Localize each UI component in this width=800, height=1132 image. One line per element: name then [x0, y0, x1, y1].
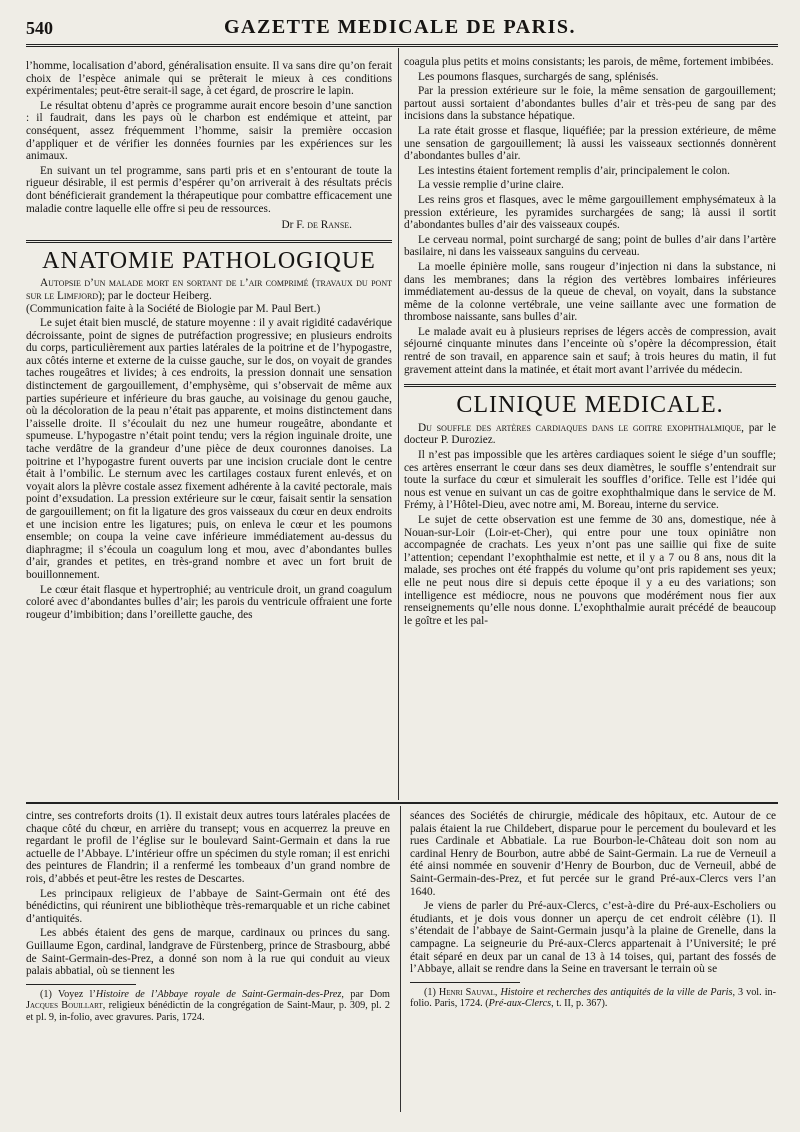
- paragraph: Par la pression extérieure sur le foie, la même sensation de gargouillement; partout aussi sortaient d’abondantes bulles d’air et très-peu de sang par des incisions dans la substance hépatique.: [404, 85, 776, 123]
- footnote-author: Jacques Bouillart: [26, 1000, 103, 1012]
- section-title-clinique: CLINIQUE MEDICALE.: [456, 392, 724, 419]
- paragraph: Le résultat obtenu d’après ce programme aurait encore besoin d’une sanction : il faudrait, dans les pays où le charbon est endémique et atteint, par conséquent, assez fréquemment l’homme, saisir la première occasion d’appliquer et de vérifier les données fournies par les expériences sur les animaux.: [26, 99, 392, 163]
- paragraph: La moelle épinière molle, sans rougeur d’injection ni dans la substance, ni dans les membranes; dans la région des vertèbres lombaires inférieures immédiatement au-dessus de la queue de cheval, on voyait, dans la substance même de la colonne vertébrale, une veine saillante avec une formation de thrombose naissante, sans bulles d’air.: [404, 260, 776, 324]
- journal-title: GAZETTE MEDICALE DE PARIS.: [223, 16, 577, 38]
- paragraph: La vessie remplie d’urine claire.: [418, 179, 564, 192]
- footnote-rule: [410, 982, 520, 983]
- subhead-communication: (Communication faite à la Société de Biologie par M. Paul Bert.): [26, 302, 321, 315]
- section-rule: [404, 384, 776, 387]
- column-right-top: [404, 56, 776, 800]
- paragraph: En suivant un tel programme, sans parti pris et en s’entourant de toute la rigueur désirable, il est permis d’espérer qu’on arriverait à des résultats précis dont bénéficierait grandement la thérapeutique pour combattre efficacement une maladie contre laquelle elle offre si peu de ressources.: [26, 164, 392, 215]
- footnote-end: , t. II, p. 367).: [551, 998, 608, 1010]
- footnote-separator: ,: [494, 986, 501, 998]
- footnote-author: Henri Sauval: [438, 986, 495, 998]
- footnote-rule: [26, 984, 136, 985]
- signature-prefix: Dr F.: [281, 219, 308, 232]
- feuilleton-rule: [26, 802, 778, 804]
- footnote-lead: (1) Voyez l’: [40, 988, 96, 1000]
- subhead-author: , par le docteur P. Duroziez.: [404, 421, 776, 447]
- subhead-title: Du souffle des artères cardiaques dans le goitre exophthalmique: [418, 421, 742, 434]
- footnote-lead: (1): [424, 986, 439, 998]
- footnote-tail: , religieux bénédictin de la congrégation de Saint-Maur, p. 309, pl. 2 et pl. 9, in-folio, avec gravures. Paris, 1724.: [26, 1000, 390, 1023]
- section-title-anatomie: ANATOMIE PATHOLOGIQUE: [42, 247, 376, 274]
- section-rule: [26, 240, 392, 243]
- header-rule: [26, 44, 778, 47]
- paragraph: Le malade avait eu à plusieurs reprises de légers accès de compression, avait séjourné cinquante minutes dans l’enceinte où s’opère la décompression, était rentré de son travail, en apparence sain et sauf; à trois heures du matin, il fut gravement atteint dans la matinée, et était mort avant l’arrivée du médecin.: [404, 325, 776, 376]
- column-left-top: [26, 60, 392, 800]
- paragraph: La rate était grosse et flasque, liquéfiée; par la pression extérieure, de même une sensation de gargouillement; là aussi les vaisseaux sectionnés donnèrent d’abondantes bulles d’air.: [404, 124, 776, 163]
- page-number: 540: [26, 18, 53, 38]
- subhead-author: ; par le docteur Heiberg.: [101, 289, 212, 302]
- paragraph: Les principaux religieux de l’abbaye de Saint-Germain ont été des bénédictins, qui réunirent une bibliothèque très-remarquable et un riche cabinet d’antiquités.: [26, 887, 390, 925]
- footnote: [26, 989, 390, 1023]
- footnote: [410, 987, 776, 1010]
- footnote-ref: Pré-aux-Clercs: [488, 998, 552, 1010]
- column-right-bottom: [410, 810, 776, 1110]
- paragraph: coagula plus petits et moins consistants; les parois, de même, fortement imbibées.: [404, 56, 774, 68]
- subhead-title: Autopsie d’un malade mort en sortant de l’air comprimé (travaux du pont sur le Limfjord): [26, 277, 392, 302]
- paragraph: Les reins gros et flasques, avec le même gargouillement emphysémateux à la pression extérieure, les pyramides surchargées de sang; là aussi il sortit d’abondantes bulles d’air des vaisseaux coupés.: [404, 193, 776, 232]
- column-left-bottom: [26, 810, 390, 1110]
- paragraph: Les abbés étaient des gens de marque, cardinaux ou princes du sang. Guillaume Egon, cardinal, landgrave de Fürstenberg, prince de Strasbourg, abbé de Saint-Germain-des-Prez, a donné son nom à la rue qui conduit au vieux palais abbatial, où se tiennent les: [26, 927, 390, 978]
- column-divider-bottom: [400, 806, 401, 1112]
- signature-name: de Ranse.: [307, 219, 352, 232]
- footnote-title: Histoire de l’Abbaye royale de Saint-Germain-des-Prez: [95, 988, 342, 1000]
- footnote-mid: , par Dom: [341, 988, 390, 1000]
- footnote-title: Histoire et recherches des antiquités de la ville de Paris: [500, 986, 733, 998]
- paragraph: cintre, ses contreforts droits (1). Il existait deux autres tours latérales placées de chaque côté du chœur, en arrière du transept; vous en acquerrez la preuve en regardant le profil de l’église sur le boulevard Saint-Germain et dans la rue actuelle de l’Abbaye. L’intérieur offre un spécimen du style roman; il est enrichi des peintures de Flandrin; il a renfermé les tombeaux d’un grand nombre de rois, d’abbés et peut-être les restes de Descartes.: [26, 810, 390, 885]
- paragraph: Le sujet de cette observation est une femme de 30 ans, domestique, née à Nouan-sur-Loir (Loir-et-Cher), qui entre pour une toux opiniâtre non accompagnée de crachats. Les yeux n’ont pas une saillie qui fixe de suite l’attention; cependant l’exophthalmie est nette, et il y a 7 ou 8 ans, nous dit la malade, ses proches ont été frappés du volume qu’ont pris rapidement ses yeux; elle ne peut nous dire si depuis cette époque il y a eu des variations; son intelligence est médiocre, nous ne pouvons que modérément nous fier aux renseignements qu’elle nous donne. L’exophthalmie aurait précédé de beaucoup le goître et les pal-: [404, 514, 776, 627]
- paragraph: Les poumons flasques, surchargés de sang, splénisés.: [418, 70, 659, 83]
- paragraph: l’homme, localisation d’abord, généralisation ensuite. Il va sans dire qu’on ferait choix de l’espèce animale qui se prêterait le mieux à ces conditions expérimentales; peut-être serait-il sage, à cet égard, de proscrire le lapin.: [26, 60, 392, 98]
- paragraph: Je viens de parler du Pré-aux-Clercs, c’est-à-dire du Pré-aux-Escholiers ou étudiants, et je dois vous donner un aperçu de cet endroit célèbre (1). Il s’étendait de l’abbaye de Saint-Germain jusqu’à la plaine de Grenelle, dans la campagne. La seigneurie du Pré-aux-Clercs appartenait à l’Université; le pré était séparé en deux par un canal de 13 à 14 toises, qui, partant des fossés de l’Abbaye, allait se rendre dans la Seine en traversant le terrain où se: [410, 900, 776, 976]
- paragraph: Le cerveau normal, point surchargé de sang; point de bulles d’air dans l’artère basilaire, ni dans les vaisseaux sanguins du cerveau.: [404, 233, 776, 259]
- paragraph: séances des Sociétés de chirurgie, médicale des hôpitaux, etc. Autour de ce palais étaient la rue Childebert, disparue pour le percement du boulevard et les rues Cardinale et Abbatiale. La rue Bourbon-le-Château doit son nom au cardinal Henry de Bourbon, autre abbé de Saint-Germain. La rue de Verneuil a été ainsi nommée en souvenir d’Henry de Bourbon, duc de Verneuil, abbé de Saint-Germain-des-Prez, et fut percée sur le grand Pré-aux-Clercs vers l’an 1640.: [410, 810, 776, 898]
- page-header: [26, 14, 774, 40]
- article-subhead: [26, 277, 392, 315]
- paragraph: Le sujet était bien musclé, de stature moyenne : il y avait rigidité cadavérique décroissante, point de signes de putréfaction progressive; en plusieurs endroits du corps, particulièrement aux parties latérales de la poitrine et de l’hypogastre, aux côtés interne et externe de la cuisse gauche, sur le dos, on voyait de grandes taches rougeâtres et livides; à ces endroits, la pression donnait une sensation distinctement de gargouillement, d’emphysème, qui s’observait de même aux parties supérieure et inférieure du bras gauche, au voisinage du genou gauche, où la décoloration de la peau n’était pas apparente, et moins distinctement dans l’aisselle droite. Il s’écoulait du nez une humeur rougeâtre, abondante et spumeuse. L’hypogastre n’était point tendu; vers la région inguinale droite, une tache verdâtre de la grandeur d’une pièce de deux couronnes danoises. La poitrine et l’hypogastre furent ouverts par une incision cruciale dont le centre était à l’ombilic. Le sternum avec les cartilages costaux furent enlevés, et on voyait alors la plèvre costale assez fixement adhérente à la cavité pectorale, mais point d’exsudation. La pression extérieure sur le cœur, faisait sentir la sensation de gargouillement; on fit la ligature des gros vaisseaux du cœur en deux endroits et une incision entre les ligatures; puis, on enleva le cœur et les poumons ensemble; on coupa la veine cave inférieure immédiatement au-dessus du diaphragme; il s’écoula un coagulum long et mou, avec d’abondantes bulles d’air, grandes et petites, en très-grand nombre et avec un fort bruit de bouillonnement.: [26, 317, 392, 581]
- paragraph: Il n’est pas impossible que les artères cardiaques soient le siége d’un souffle; ces artères enserrant le cœur dans ses deux diamètres, le souffle s’entendrait sur toute la surface du cœur et simulerait les souffles d’orifice. Telle est l’idée qui nous est venue en suivant un cas de goitre exophthalmique dans le service de M. Frémy, à l’Hôtel-Dieu, avec notre ami, M. Boreau, interne du service.: [404, 449, 776, 512]
- article-subhead: [404, 422, 776, 447]
- author-signature: [26, 219, 392, 232]
- footnote-tail: , 3 vol. in-folio. Paris, 1724. (: [410, 986, 776, 1010]
- column-divider-top: [398, 48, 399, 800]
- paragraph: Les intestins étaient fortement remplis d’air, principalement le colon.: [418, 164, 730, 177]
- paragraph: Le cœur était flasque et hypertrophié; au ventricule droit, un grand coagulum coloré avec d’abondantes bulles d’air; les parois du ventricule offraient une forte rougeur d’imbibition; dans l’oreillette gauche, des: [26, 583, 392, 621]
